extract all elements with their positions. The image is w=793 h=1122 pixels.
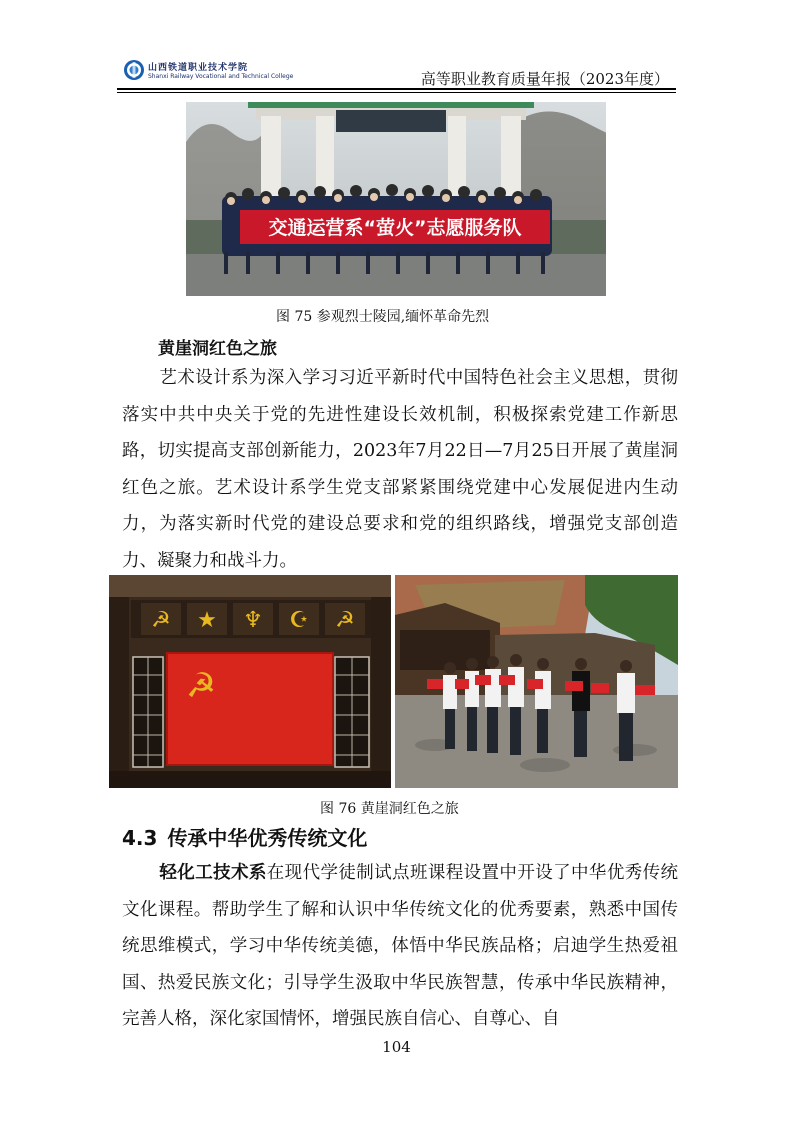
section-title: 传承中华优秀传统文化 <box>167 826 368 850</box>
banner-text: 交通运营系“萤火”志愿服务队 <box>268 217 522 239</box>
svg-text:☭: ☭ <box>151 608 171 633</box>
header-rule <box>117 88 676 90</box>
figure-75-caption: 图 75 参观烈士陵园,缅怀革命先烈 <box>276 309 490 325</box>
section-number: 4.3 <box>122 826 158 850</box>
subsection-paragraph <box>122 360 678 580</box>
school-name-cn: 山西铁道职业技术学院 <box>148 63 249 73</box>
school-logo-icon <box>123 59 145 81</box>
section-heading <box>122 822 367 851</box>
cemetery-group-photo <box>186 102 606 296</box>
red-flag-wall-photo <box>109 575 391 788</box>
page-number: 104 <box>382 1038 411 1056</box>
svg-text:☭: ☭ <box>185 666 217 706</box>
section-paragraph <box>122 855 678 1038</box>
svg-text:☪: ☪ <box>289 608 309 633</box>
department-name: 轻化工技术系 <box>159 863 267 883</box>
svg-text:★: ★ <box>197 608 217 633</box>
figure-76-caption: 图 76 黄崖洞红色之旅 <box>320 801 459 817</box>
report-title: 高等职业教育质量年报（2023年度） <box>420 70 669 88</box>
school-name-en: Shanxi Railway Vocational and Technical College <box>148 73 294 80</box>
subsection-title: 黄崖洞红色之旅 <box>158 339 277 359</box>
subsection-text: 艺术设计系为深入学习习近平新时代中国特色社会主义思想，贯彻落实中共中央关于党的先进性建设长效机制，积极探索党建工作新思路，切实提高支部创新能力，2023年7月22日—7月25日开展了黄崖洞红色之旅。艺术设计系学生党支部紧紧围绕党建中心发展促进内生动力，为落实新时代党的建设总要求和党的组织路线，增强党支部创造力、凝聚力和战斗力。 <box>122 368 678 571</box>
section-text: 在现代学徒制试点班课程设置中开设了中华优秀传统文化课程。帮助学生了解和认识中华传统文化的优秀要素，熟悉中国传统思维模式，学习中华传统美德，体悟中华民族品格；启迪学生热爱祖国、热爱民族文化；引导学生汲取中华民族智慧，传承中华民族精神，完善人格，深化家国情怀，增强民族自信心、自尊心、自 <box>122 863 679 1030</box>
header-rule-thin <box>117 92 676 93</box>
svg-text:☭: ☭ <box>335 608 355 633</box>
svg-text:♆: ♆ <box>243 608 263 633</box>
students-reading-photo <box>395 575 678 788</box>
